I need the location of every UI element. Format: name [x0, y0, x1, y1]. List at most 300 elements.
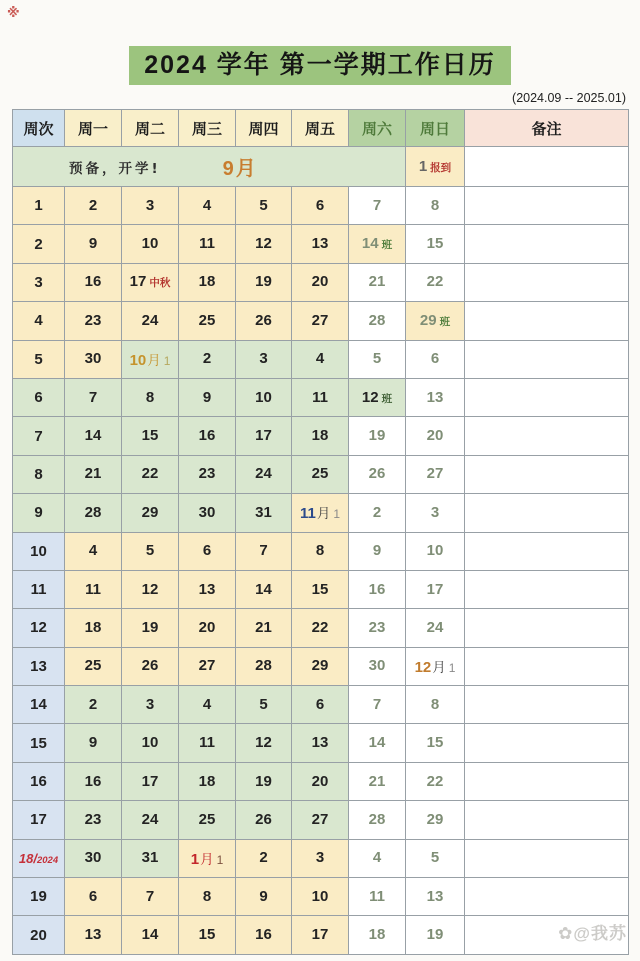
date-cell — [236, 609, 292, 647]
date-cell — [349, 263, 406, 301]
watermark-top-icon: ※ — [7, 5, 20, 20]
band-month-label: 9月 — [222, 158, 258, 180]
date-cell — [406, 609, 465, 647]
date-cell — [349, 762, 406, 800]
cell-text: 19 — [30, 888, 47, 906]
cell-text: 20 — [426, 427, 444, 445]
cell-text: 11 — [199, 235, 215, 253]
date-cell — [406, 801, 465, 839]
date-cell — [122, 378, 179, 416]
date-cell — [406, 839, 465, 877]
date-cell — [292, 570, 349, 608]
date-cell — [406, 570, 465, 608]
date-cell — [179, 302, 236, 340]
cell-text: 13 — [30, 657, 47, 675]
cell-text: 9 — [202, 388, 212, 406]
cell-text: 24 — [426, 618, 444, 636]
cell-text: 31 — [255, 503, 272, 521]
date-cell — [292, 609, 349, 647]
column-header: 周一 — [65, 110, 122, 147]
date-cell — [122, 340, 179, 378]
date-cell — [122, 570, 179, 608]
note-cell — [465, 225, 629, 263]
date-cell — [179, 532, 236, 570]
cell-text: 12 — [30, 619, 47, 637]
date-cell — [236, 801, 292, 839]
date-cell — [406, 455, 465, 493]
date-cell — [65, 532, 122, 570]
cell-text: 5 — [430, 849, 440, 867]
cell-text: 28 — [368, 810, 386, 828]
week-row — [13, 417, 629, 455]
cell-text: 9 — [259, 887, 268, 905]
date-cell — [65, 417, 122, 455]
date-cell — [292, 340, 349, 378]
date-cell — [65, 340, 122, 378]
week-number-cell — [13, 263, 65, 301]
cell-text: 30 — [84, 849, 102, 867]
cell-text: 30 — [368, 657, 386, 675]
cell-text: 23 — [84, 311, 102, 329]
page-title: 2024 学年 第一学期工作日历 — [129, 46, 511, 85]
week-number-cell — [13, 302, 65, 340]
cell-text: 8 — [202, 887, 212, 905]
cell-text: 1 — [216, 852, 224, 867]
cell-text: 27 — [311, 311, 329, 329]
date-cell — [406, 647, 465, 685]
cell-text: 28 — [368, 311, 386, 329]
note-cell — [465, 801, 629, 839]
cell-text: 7 — [259, 542, 268, 560]
week-row — [13, 916, 629, 954]
week-row — [13, 187, 629, 225]
date-cell — [122, 302, 179, 340]
header-row — [13, 110, 629, 147]
date-cell — [292, 494, 349, 532]
date-cell — [406, 494, 465, 532]
week-number-cell — [13, 839, 65, 877]
date-cell — [349, 839, 406, 877]
cell-text: 5 — [372, 350, 382, 368]
note-cell — [465, 187, 629, 225]
cell-text: 19 — [426, 926, 444, 944]
cell-text: 4 — [315, 350, 325, 368]
band-sunday-cell — [406, 147, 465, 187]
cell-text: 3 — [34, 273, 43, 291]
date-cell — [65, 187, 122, 225]
date-cell — [179, 455, 236, 493]
cell-text: 20 — [311, 772, 329, 790]
week-number-cell — [13, 455, 65, 493]
cell-text: 18 — [84, 618, 102, 636]
date-cell — [292, 762, 349, 800]
date-cell — [349, 570, 406, 608]
date-cell — [179, 839, 236, 877]
note-cell — [465, 532, 629, 570]
note-cell — [465, 647, 629, 685]
date-cell — [122, 801, 179, 839]
note-cell — [465, 378, 629, 416]
date-cell — [65, 570, 122, 608]
date-cell — [406, 417, 465, 455]
cell-text: 15 — [141, 427, 159, 445]
date-cell — [65, 878, 122, 916]
date-cell — [406, 532, 465, 570]
date-cell — [65, 302, 122, 340]
cell-text: 18/ — [18, 851, 37, 867]
date-cell — [65, 801, 122, 839]
cell-text: 23 — [84, 810, 102, 828]
date-cell — [406, 724, 465, 762]
cell-text: 10 — [255, 388, 272, 406]
date-cell — [65, 609, 122, 647]
note-cell — [465, 762, 629, 800]
cell-text: 15 — [426, 235, 444, 253]
note-cell — [465, 263, 629, 301]
week-row — [13, 839, 629, 877]
date-cell — [236, 762, 292, 800]
cell-text: 8 — [145, 388, 155, 406]
note-cell — [465, 302, 629, 340]
cell-text: 10 — [141, 734, 159, 752]
date-cell — [292, 417, 349, 455]
cell-text: 25 — [311, 465, 329, 483]
cell-text: 3 — [259, 350, 268, 368]
date-cell — [65, 916, 122, 954]
cell-text: 24 — [141, 311, 159, 329]
cell-text: 4 — [372, 849, 382, 867]
week-row — [13, 570, 629, 608]
week-number-cell — [13, 494, 65, 532]
cell-text: 12 — [414, 658, 432, 676]
week-number-cell — [13, 225, 65, 263]
date-cell — [65, 686, 122, 724]
date-cell — [179, 340, 236, 378]
cell-text: 21 — [84, 465, 102, 483]
cell-text: 12 — [255, 235, 272, 253]
date-cell — [122, 263, 179, 301]
cell-text: 1 — [418, 157, 428, 175]
note-cell — [465, 609, 629, 647]
date-cell — [65, 225, 122, 263]
column-header: 周四 — [236, 110, 292, 147]
cell-text: 13 — [311, 235, 329, 253]
cell-text: 月 — [316, 506, 331, 522]
cell-text: 9 — [372, 542, 382, 560]
cell-text: 15 — [30, 734, 47, 752]
cell-text: 2 — [34, 235, 43, 253]
cell-text: 6 — [315, 695, 325, 713]
week-row — [13, 878, 629, 916]
date-cell — [292, 532, 349, 570]
cell-text: 27 — [426, 465, 444, 483]
cell-text: 17 — [129, 273, 147, 291]
cell-text: 中秋 — [149, 277, 171, 290]
cell-text: 17 — [30, 811, 47, 829]
date-cell — [406, 225, 465, 263]
watermark-bottom: ✿@我苏 — [558, 924, 627, 943]
cell-text: 8 — [34, 465, 43, 483]
date-cell — [349, 340, 406, 378]
note-cell — [465, 839, 629, 877]
date-cell — [292, 225, 349, 263]
date-cell — [122, 187, 179, 225]
date-cell — [179, 494, 236, 532]
note-cell — [465, 417, 629, 455]
date-cell — [236, 187, 292, 225]
date-cell — [122, 647, 179, 685]
date-cell — [349, 801, 406, 839]
cell-text: 7 — [372, 196, 382, 214]
cell-text: 18 — [198, 273, 216, 291]
cell-text: 3 — [145, 695, 155, 713]
cell-text: 8 — [430, 196, 440, 214]
cell-text: 2 — [259, 849, 268, 867]
week-number-cell — [13, 417, 65, 455]
date-cell — [236, 724, 292, 762]
date-cell — [179, 417, 236, 455]
date-cell — [122, 724, 179, 762]
cell-text: 12 — [255, 734, 272, 752]
cell-text: 21 — [368, 273, 386, 291]
week-row — [13, 686, 629, 724]
week-number-cell — [13, 724, 65, 762]
note-cell — [465, 455, 629, 493]
cell-text: 9 — [88, 734, 98, 752]
date-cell — [65, 455, 122, 493]
date-cell — [292, 686, 349, 724]
cell-text: 班 — [439, 315, 451, 328]
cell-text: 17 — [141, 772, 159, 790]
date-cell — [406, 878, 465, 916]
cell-text: 25 — [84, 657, 102, 675]
cell-text: 6 — [88, 887, 98, 905]
cell-text: 11 — [30, 581, 47, 599]
cell-text: 13 — [311, 734, 329, 752]
cell-text: 6 — [430, 350, 440, 368]
column-header: 周二 — [122, 110, 179, 147]
cell-text: 26 — [255, 311, 272, 329]
cell-text: 班 — [381, 392, 393, 405]
date-cell — [179, 647, 236, 685]
cell-text: 10 — [30, 542, 47, 560]
date-cell — [292, 455, 349, 493]
date-cell — [236, 417, 292, 455]
date-cell — [122, 916, 179, 954]
note-cell — [465, 494, 629, 532]
cell-text: 6 — [34, 389, 43, 407]
week-number-cell — [13, 916, 65, 954]
date-cell — [65, 724, 122, 762]
cell-text: 14 — [368, 734, 386, 752]
date-cell — [349, 187, 406, 225]
date-cell — [292, 801, 349, 839]
cell-text: 1 — [34, 197, 43, 215]
week-row — [13, 302, 629, 340]
week-row — [13, 494, 629, 532]
date-cell — [122, 494, 179, 532]
cell-text: 22 — [426, 772, 444, 790]
column-header: 周三 — [179, 110, 236, 147]
september-band-cell — [13, 147, 406, 187]
cell-text: 13 — [198, 580, 216, 598]
title-bar — [0, 0, 640, 85]
date-cell — [179, 686, 236, 724]
cell-text: 12 — [361, 388, 379, 406]
date-cell — [349, 225, 406, 263]
note-cell — [465, 570, 629, 608]
cell-text: 20 — [311, 273, 329, 291]
cell-text: 4 — [34, 312, 43, 330]
date-cell — [292, 878, 349, 916]
date-cell — [122, 609, 179, 647]
cell-text: 报到 — [430, 161, 452, 174]
cell-text: 3 — [315, 849, 325, 867]
date-cell — [292, 263, 349, 301]
date-cell — [349, 494, 406, 532]
cell-text: 9 — [34, 504, 43, 522]
cell-text: 8 — [315, 542, 325, 560]
date-cell — [236, 225, 292, 263]
cell-text: 14 — [361, 235, 379, 253]
cell-text: 1 — [163, 353, 171, 368]
band-note-cell — [465, 147, 629, 187]
cell-text: 13 — [426, 887, 444, 905]
date-cell — [236, 647, 292, 685]
band-slogan: 预备，开学! — [69, 160, 161, 177]
cell-text: 16 — [368, 580, 386, 598]
date-cell — [236, 302, 292, 340]
cell-text: 13 — [84, 926, 102, 944]
cell-text: 5 — [259, 695, 268, 713]
week-row — [13, 762, 629, 800]
cell-text: 7 — [145, 887, 155, 905]
cell-text: 17 — [255, 427, 272, 445]
date-cell — [236, 340, 292, 378]
cell-text: 27 — [311, 810, 329, 828]
cell-text: 22 — [426, 273, 444, 291]
week-row — [13, 724, 629, 762]
cell-text: 18 — [311, 427, 329, 445]
cell-text: 17 — [426, 580, 444, 598]
date-cell — [406, 340, 465, 378]
date-cell — [179, 762, 236, 800]
cell-text: 19 — [141, 618, 159, 636]
cell-text: 15 — [426, 734, 444, 752]
cell-text: 31 — [141, 849, 159, 867]
week-row — [13, 532, 629, 570]
week-number-cell — [13, 801, 65, 839]
cell-text: 14 — [255, 580, 272, 598]
cell-text: 10 — [141, 235, 159, 253]
cell-text: 25 — [198, 311, 216, 329]
week-row — [13, 263, 629, 301]
cell-text: 30 — [84, 350, 102, 368]
cell-text: 17 — [311, 926, 329, 944]
cell-text: 14 — [141, 926, 159, 944]
cell-text: 7 — [34, 427, 43, 445]
date-cell — [65, 647, 122, 685]
cell-text: 16 — [84, 772, 102, 790]
cell-text: 26 — [255, 810, 272, 828]
cell-text: 16 — [30, 773, 47, 791]
cell-text: 11 — [312, 388, 328, 406]
date-cell — [179, 801, 236, 839]
date-cell — [65, 263, 122, 301]
date-cell — [349, 916, 406, 954]
date-cell — [349, 724, 406, 762]
cell-text: 12 — [141, 580, 159, 598]
date-cell — [406, 263, 465, 301]
date-cell — [65, 762, 122, 800]
date-cell — [122, 225, 179, 263]
date-cell — [236, 916, 292, 954]
cell-text: 30 — [198, 503, 216, 521]
date-cell — [349, 378, 406, 416]
cell-text: 19 — [255, 273, 272, 291]
date-cell — [406, 302, 465, 340]
cell-text: 14 — [84, 427, 102, 445]
date-cell — [236, 263, 292, 301]
date-cell — [349, 532, 406, 570]
date-cell — [122, 686, 179, 724]
date-cell — [236, 455, 292, 493]
column-header: 备注 — [465, 110, 629, 147]
cell-text: 22 — [141, 465, 159, 483]
cell-text: 月 — [200, 851, 214, 867]
cell-text: 16 — [255, 926, 272, 944]
cell-text: 15 — [198, 926, 216, 944]
cell-text: 班 — [381, 239, 393, 252]
cell-text: 2 — [372, 503, 382, 521]
date-cell — [65, 839, 122, 877]
cell-text: 5 — [145, 542, 155, 560]
week-number-cell — [13, 340, 65, 378]
cell-text: 10 — [426, 542, 444, 560]
cell-text: 2024 — [36, 855, 59, 867]
week-number-cell — [13, 532, 65, 570]
note-cell — [465, 340, 629, 378]
date-cell — [179, 878, 236, 916]
cell-text: 24 — [141, 810, 159, 828]
date-cell — [292, 302, 349, 340]
cell-text: 20 — [30, 926, 47, 944]
date-cell — [236, 532, 292, 570]
column-header: 周次 — [13, 110, 65, 147]
week-number-cell — [13, 762, 65, 800]
date-cell — [122, 762, 179, 800]
cell-text: 6 — [202, 542, 212, 560]
cell-text: 7 — [372, 695, 382, 713]
cell-text: 4 — [202, 695, 212, 713]
cell-text: 29 — [419, 311, 437, 329]
week-row — [13, 801, 629, 839]
cell-text: 26 — [141, 657, 159, 675]
date-cell — [406, 378, 465, 416]
calendar-table — [12, 109, 629, 955]
date-cell — [292, 724, 349, 762]
week-row — [13, 647, 629, 685]
date-cell — [406, 916, 465, 954]
date-cell — [292, 378, 349, 416]
date-cell — [179, 263, 236, 301]
cell-text: 24 — [255, 465, 272, 483]
cell-text: 20 — [198, 618, 216, 636]
cell-text: 2 — [88, 196, 98, 214]
cell-text: 5 — [259, 196, 268, 214]
week-row — [13, 340, 629, 378]
date-cell — [179, 916, 236, 954]
